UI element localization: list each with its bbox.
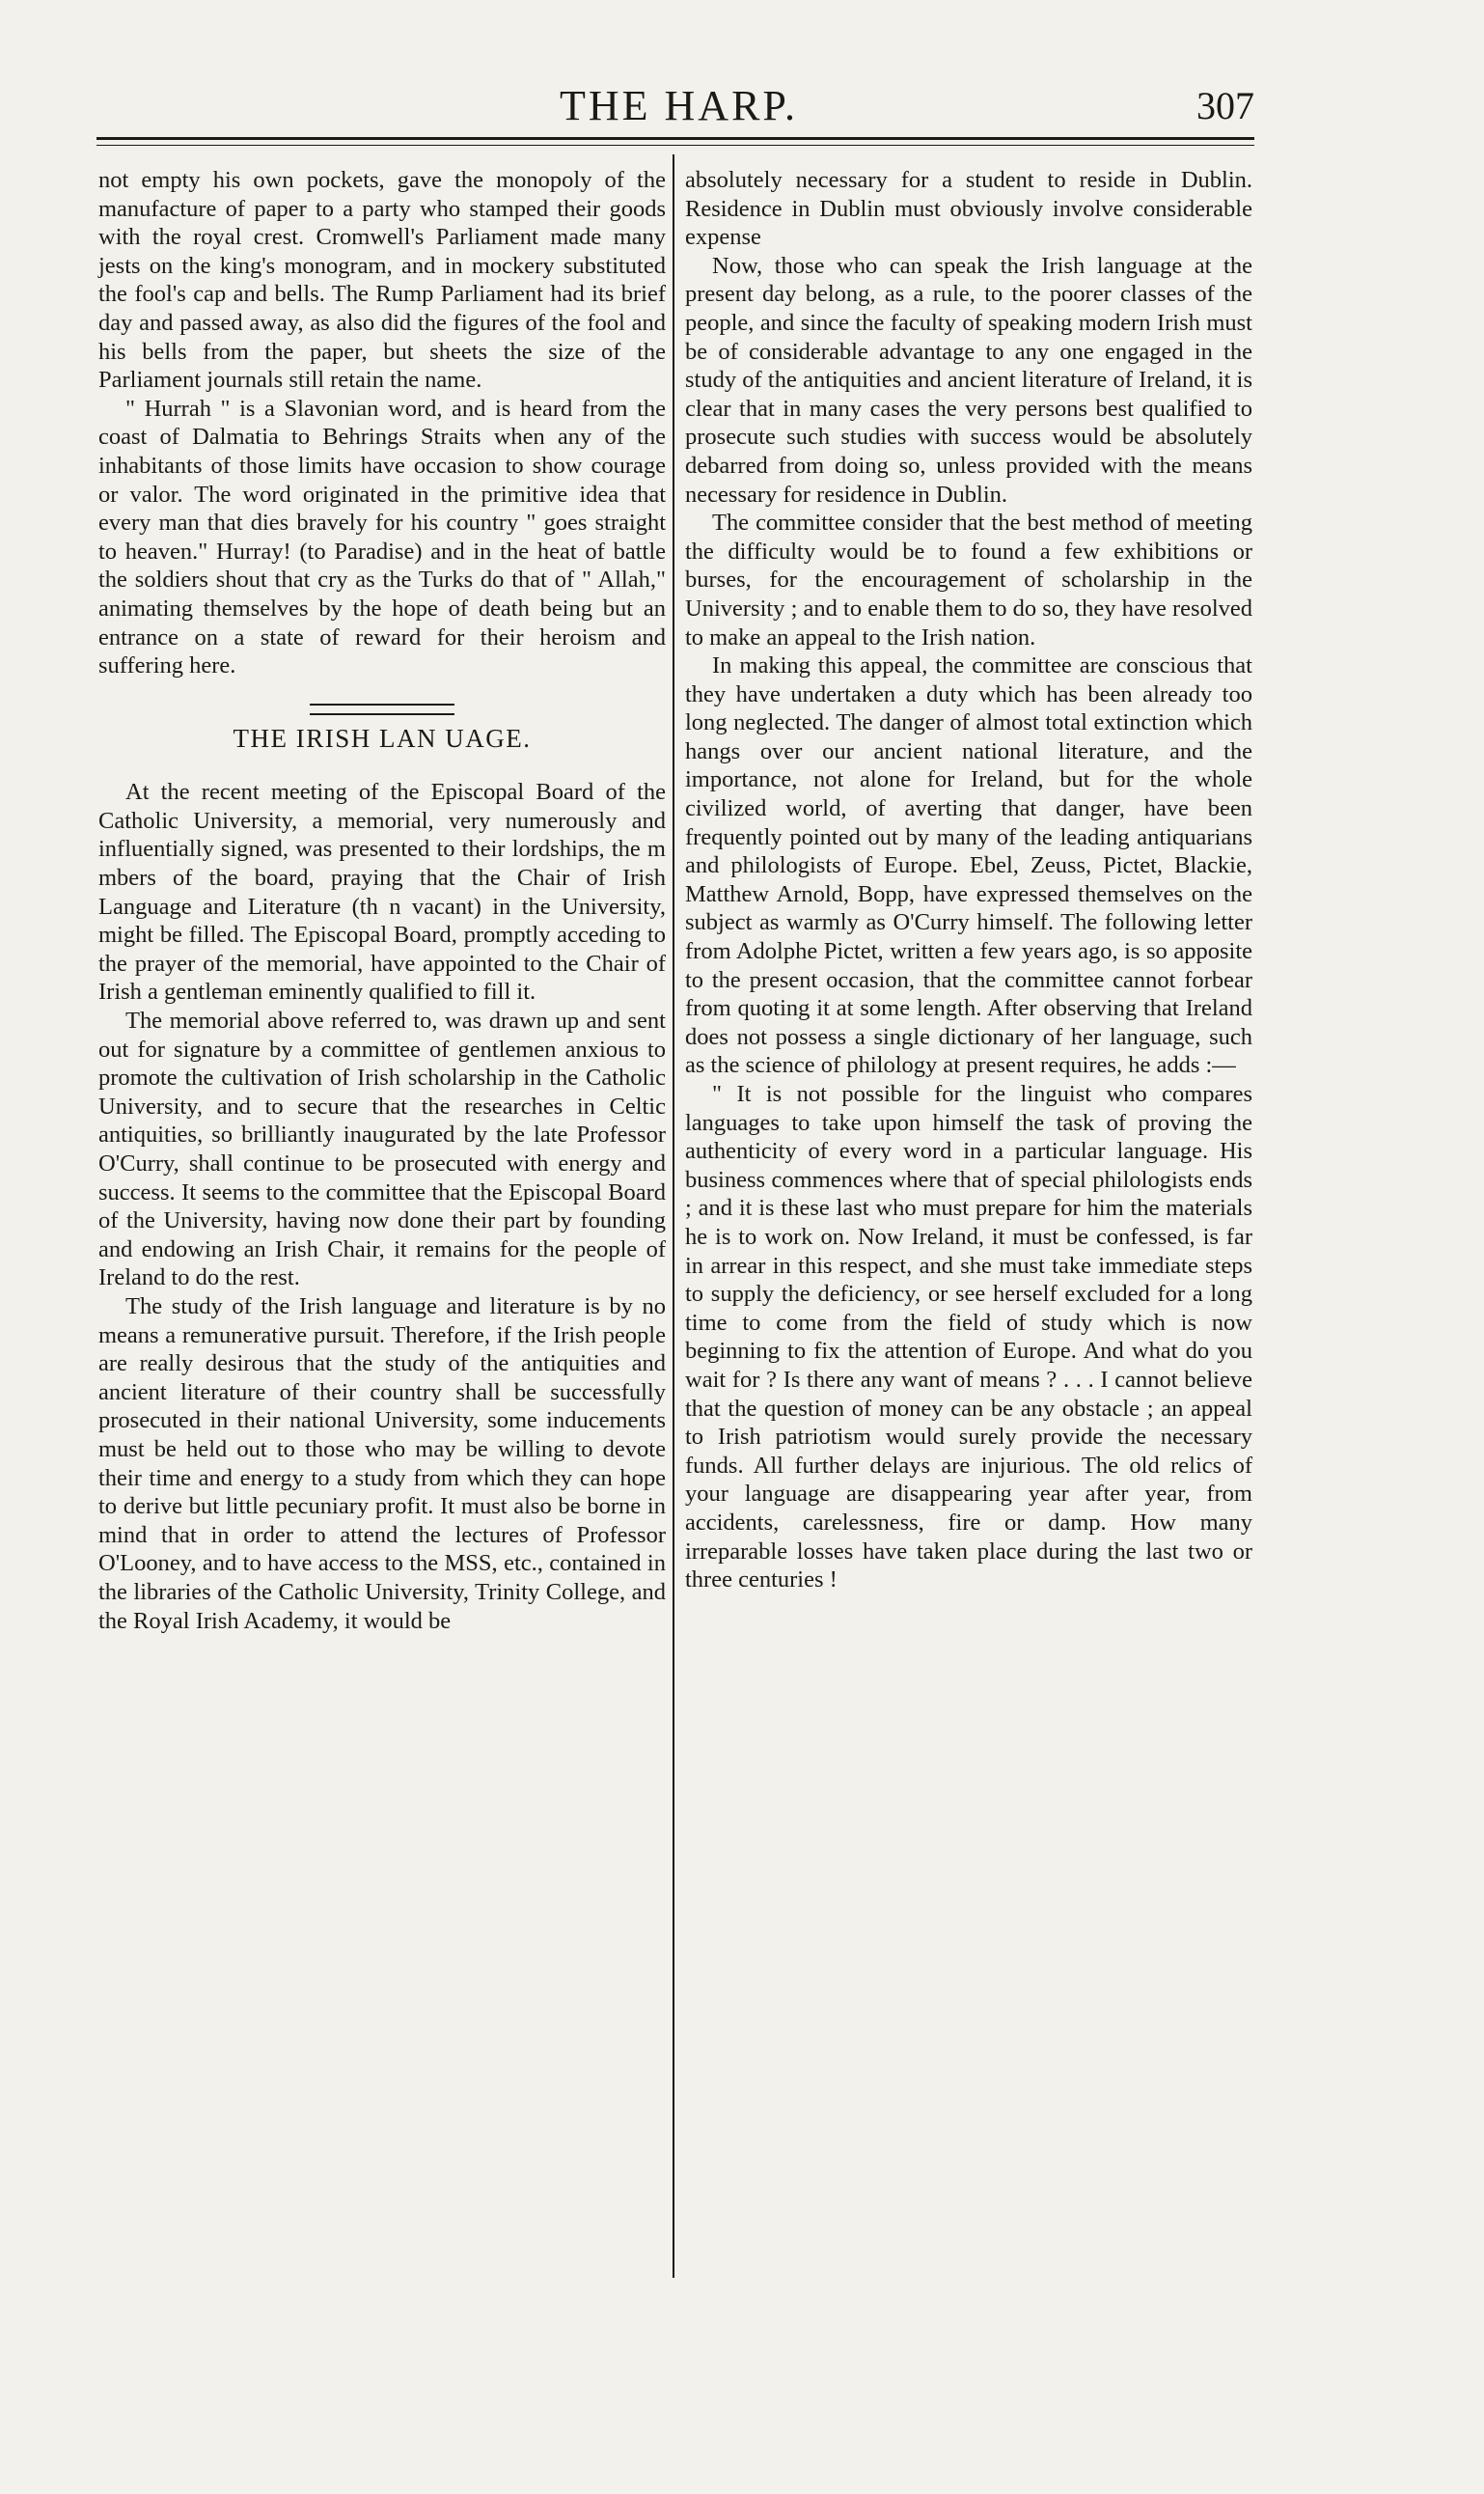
page-number: 307	[1196, 84, 1254, 127]
paragraph: absolutely necessary for a student to reside in Dublin. Residence in Dublin must obviously involve considerable expense	[685, 167, 1252, 251]
paragraph: The study of the Irish language and literature is by no means a remunerative pursuit. Therefore, if the Irish people are really desirous that the study of the antiquities and ancient literature of their country shall be successfully prosecuted in their national University, some inducements must be held out to those who may be willing to devote their time and energy to a study from which they can hope to derive but little pecuniary profit. It must also be borne in mind that in order to attend the lectures of Professor O'Looney, and to have access to the MSS, etc., contained in the libraries of the Catholic University, Trinity College, and the Royal Irish Academy, it would be	[98, 1292, 666, 1634]
left-column	[98, 166, 666, 1635]
paragraph: At the recent meeting of the Episcopal Board of the Catholic University, a memorial, very numerously and influentially signed, was presented to their lordships, the m mbers of the board, praying that the Chair of Irish Language and Literature (th n vacant) in the University, might be filled. The Episcopal Board, promptly acceding to the prayer of the memorial, have appointed to the Chair of Irish a gentleman eminently qualified to fill it.	[98, 779, 666, 1006]
paragraph: The committee consider that the best method of meeting the difficulty would be to found a few exhibitions or burses, for the encouragement of scholarship in the University ; and to enable them to do so, they have resolved to make an appeal to the Irish nation.	[685, 510, 1252, 651]
journal-title: THE HARP.	[560, 82, 799, 129]
paragraph: In making this appeal, the committee are conscious that they have undertaken a duty which has been already too long neglected. The danger of almost total extinction which hangs over our ancient national literature, and the importance, not alone for Ireland, but for the whole civilized world, of averting that danger, have been frequently pointed out by many of the leading antiquarians and philologists of Europe. Ebel, Zeuss, Pictet, Blackie, Matthew Arnold, Bopp, have expressed themselves on the subject as warmly as O'Curry himself. The following letter from Adolphe Pictet, written a few years ago, is so apposite to the present occasion, that the committee cannot forbear from quoting it at some length. After observing that Ireland does not possess a single dictionary of her language, such as the science of philology at present requires, he adds :—	[685, 652, 1252, 1079]
header-rule	[96, 137, 1254, 140]
paragraph: " It is not possible for the linguist who compares languages to take upon himself the task of proving the authenticity of every word in a particular language. His business commences where that of special philologists ends ; and it is these last who must prepare for him the materials he is to work on. Now Ireland, it must be confessed, is far in arrear in this respect, and she must take immediate steps to supply the deficiency, or see herself excluded for a long time to come from the field of study which is now beginning to fix the attention of Europe. And what do you wait for ? Is there any want of means ? . . . I cannot believe that the question of money can be any obstacle ; an appeal to Irish patriotism would surely provide the necessary funds. All further delays are injurious. The old relics of your language are disappearing year after year, from accidents, carelessness, fire or damp. How many irreparable losses have taken place during the last two or three centuries !	[685, 1081, 1252, 1593]
heading-ornament-rule	[310, 704, 454, 715]
section-title: THE IRISH LAN UAGE.	[233, 723, 532, 753]
column-divider	[673, 154, 674, 2278]
paragraph: The memorial above referred to, was drawn up and sent out for signature by a committee of gentlemen anxious to promote the cultivation of Irish scholarship in the Catholic University, and to secure that the researches in Celtic antiquities, so brilliantly inaugurated by the late Professor O'Curry, shall continue to be prosecuted with energy and success. It seems to the committee that the Episcopal Board of the University, having now done their part by founding and endowing an Irish Chair, it remains for the people of Ireland to do the rest.	[98, 1008, 666, 1291]
paragraph: " Hurrah " is a Slavonian word, and is heard from the coast of Dalmatia to Behrings Straits when any of the inhabitants of those limits have occasion to show courage or valor. The word originated in the primitive idea that every man that dies bravely for his country " goes straight to heaven." Hurray! (to Paradise) and in the heat of battle the soldiers shout that cry as the Turks do that of " Allah," animating themselves by the hope of death being but an entrance on a state of reward for their heroism and suffering here.	[98, 395, 666, 679]
section-heading	[98, 704, 666, 754]
header-rule-thin	[96, 145, 1254, 146]
running-head	[96, 77, 1254, 135]
paragraph: not empty his own pockets, gave the monopoly of the manufacture of paper to a party who stamped their goods with the royal crest. Cromwell's Parliament made many jests on the king's monogram, and in mockery substituted the fool's cap and bells. The Rump Parliament had its brief day and passed away, as also did the figures of the fool and his bells from the paper, but sheets the size of the Parliament journals still retain the name.	[98, 167, 666, 394]
right-column	[685, 166, 1252, 1594]
paragraph: Now, those who can speak the Irish language at the present day belong, as a rule, to the poorer classes of the people, and since the faculty of speaking modern Irish must be of considerable advantage to any one engaged in the study of the antiquities and ancient literature of Ireland, it is clear that in many cases the very persons best qualified to prosecute such studies with success would be absolutely debarred from doing so, unless provided with the means necessary for residence in Dublin.	[685, 252, 1252, 508]
